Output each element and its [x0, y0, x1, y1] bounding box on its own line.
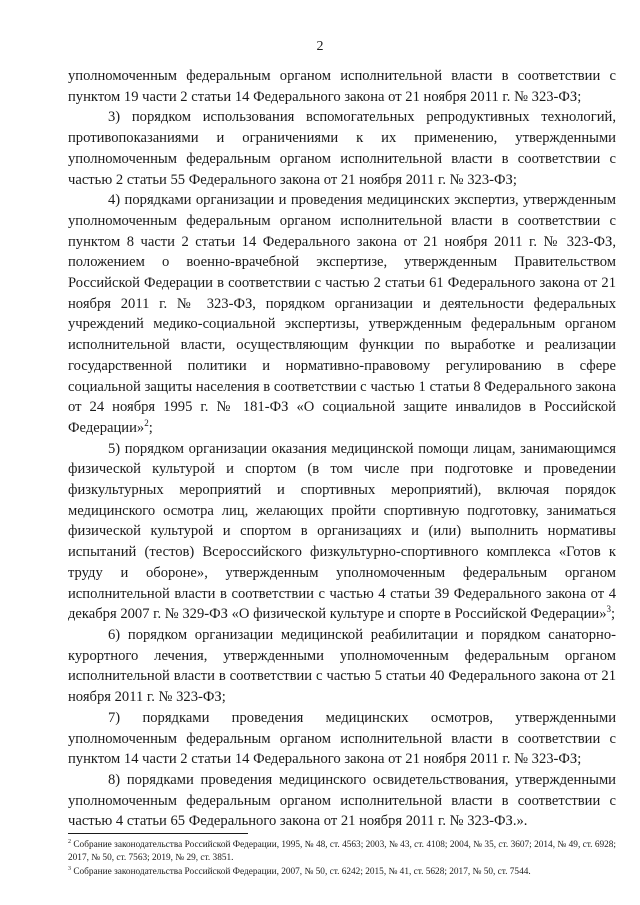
paragraph-text: 7) порядками проведения медицинских осмотров, утвержденными уполномоченным федеральным органом исполнительной власти в соответствии с пунктом 14 части 2 статьи 14 Федерального закона от 21 ноября 2011 г. № 323-ФЗ;	[68, 709, 616, 768]
paragraph-text: 4) порядками организации и проведения медицинских экспертиз, утвержденным уполномоченным федеральным органом исполнительной власти в соответствии с пунктом 8 части 2 статьи 14 Федерального закона от 21 ноября 2011 г. № 323-ФЗ, положением о военно-врачебной экспертизе, утвержденным Правительством Российской Федерации в соответствии с частью 2 статьи 61 Федерального закона от 21 ноября 2011 г. № 323-ФЗ, порядком организации и деятельности федеральных учреждений медико-социальной экспертизы, утвержденным федеральным органом исполнительной власти, осуществляющим функции по выработке и реализации государственной политики и нормативно-правовому регулированию в сфере социальной защиты населения в соответствии с частью 1 статьи 8 Федерального закона от 24 ноября 1995 г. № 181-ФЗ «О социальной защите инвалидов в Российской Федерации»	[68, 192, 616, 436]
footnotes	[68, 839, 616, 879]
paragraph-text: уполномоченным федеральным органом исполнительной власти в соответствии с пунктом 19 части 2 статьи 14 Федерального закона от 21 ноября 2011 г. № 323-ФЗ;	[68, 68, 616, 105]
footnote-reference: 2	[144, 418, 149, 429]
paragraph-text: 5) порядком организации оказания медицинской помощи лицам, занимающимся физической культурой и спортом (в том числе при подготовке и проведении физкультурных мероприятий и спортивных мероприятий), включая порядок медицинского осмотра лиц, желающих пройти спортивную подготовку, заниматься физической культурой и спортом в организациях и (или) выполнить нормативы испытаний (тестов) Всероссийского физкультурно-спортивного комплекса «Готов к труду и обороне», утвержденным уполномоченным федеральным органом исполнительной власти в соответствии с частью 4 статьи 39 Федерального закона от 4 декабря 2007 г. № 329-ФЗ «О физической культуре и спорте в Российской Федерации»	[68, 440, 616, 623]
footnote-reference: 3	[606, 604, 612, 615]
footnote-mark: 3	[68, 865, 71, 872]
paragraph-tail: ;	[148, 419, 153, 436]
list-item-8	[68, 770, 616, 832]
footnote-2	[68, 839, 616, 866]
list-item-3	[68, 107, 616, 190]
footnote-3	[68, 866, 616, 879]
list-item-5	[68, 439, 616, 625]
list-item-6	[68, 625, 616, 708]
footnote-text: Собрание законодательства Российской Федерации, 1995, № 48, ст. 4563; 2003, № 43, ст. 4108; 2004, № 35, ст. 3607; 2014, № 49, ст. 6928; 2017, № 50, ст. 7563; 2019, № 29, ст. 3851.	[68, 840, 616, 864]
page-number: 2	[316, 39, 324, 54]
paragraph-text: 6) порядком организации медицинской реабилитации и порядком санаторно-курортного лечения, утвержденными уполномоченным федеральным органом исполнительной власти в соответствии с частью 5 статьи 40 Федерального закона от 21 ноября 2011 г. № 323-ФЗ;	[68, 626, 616, 706]
paragraph-tail: ;	[611, 606, 616, 623]
paragraph-text: 8) порядками проведения медицинского освидетельствования, утвержденными уполномоченным федеральным органом исполнительной власти в соответствии с частью 4 статьи 65 Федерального закона от 21 ноября 2011 г. № 323-ФЗ.».	[68, 771, 616, 830]
footnote-mark: 2	[68, 838, 71, 845]
paragraph-continuation	[68, 66, 616, 107]
document-body	[68, 66, 616, 832]
list-item-7	[68, 708, 616, 770]
footnote-separator	[68, 833, 248, 834]
paragraph-text: 3) порядком использования вспомогательных репродуктивных технологий, противопоказаниями и ограничениями к их применению, утвержденными уполномоченным федеральным органом исполнительной власти в соответствии с частью 2 статьи 55 Федерального закона от 21 ноября 2011 г. № 323-ФЗ;	[68, 109, 616, 188]
footnote-text: Собрание законодательства Российской Федерации, 2007, № 50, ст. 6242; 2015, № 41, ст. 5628; 2017, № 50, ст. 7544.	[71, 866, 531, 877]
list-item-4	[68, 190, 616, 438]
